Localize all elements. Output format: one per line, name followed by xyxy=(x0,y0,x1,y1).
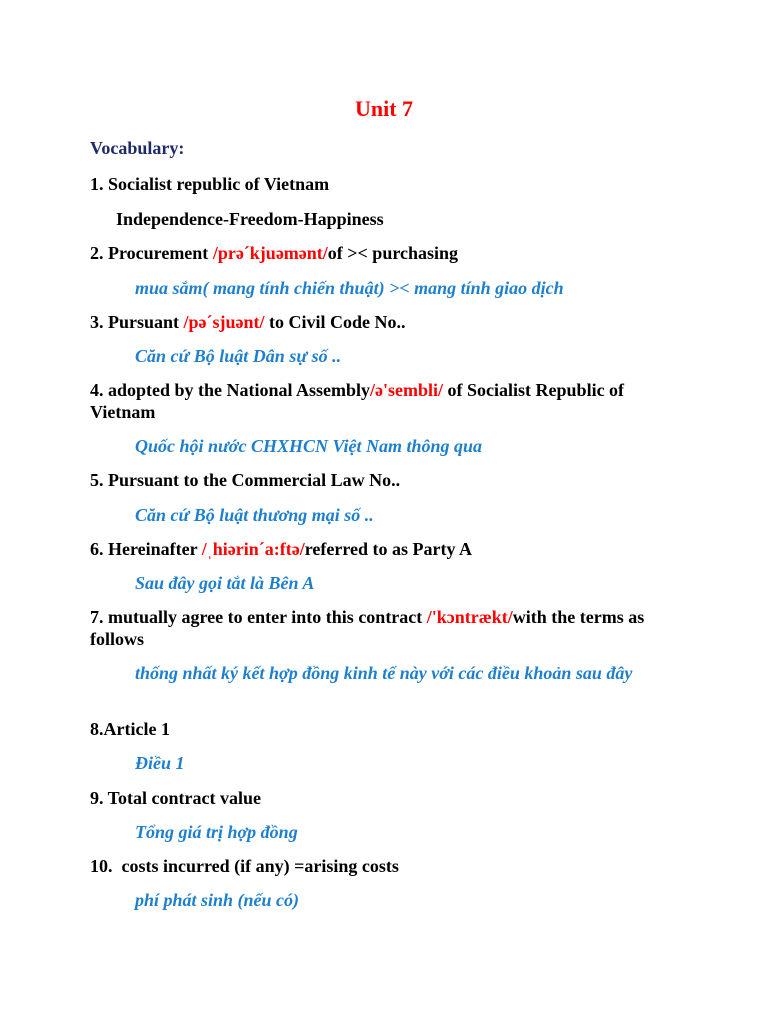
vocab-item-1-line2: Independence-Freedom-Happiness xyxy=(116,209,384,229)
page-title: Unit 7 xyxy=(354,96,414,121)
vocab-item-4-translation: Quốc hội nước CHXHCN Việt Nam thông qua xyxy=(135,436,483,456)
term-continuation: referred to as Party A xyxy=(304,539,473,559)
term-text: 7. mutually agree to enter into this contract xyxy=(90,607,427,627)
term-continuation: to Civil Code No.. xyxy=(264,312,406,332)
term-text: 3. Pursuant xyxy=(90,312,184,332)
vocab-item-3-translation: Căn cứ Bộ luật Dân sự số .. xyxy=(135,346,342,366)
ipa-pronunciation: /ˌhiərin´a:ftə/ xyxy=(201,539,305,559)
vocab-item-5: 5. Pursuant to the Commercial Law No.. xyxy=(90,470,401,490)
vocab-item-4 xyxy=(90,379,680,423)
vocab-item-10-translation: phí phát sinh (nếu có) xyxy=(135,890,300,910)
term-text: 4. adopted by the National Assembly xyxy=(90,380,371,400)
vocab-item-3 xyxy=(90,311,680,333)
vocab-item-2 xyxy=(90,242,680,264)
ipa-pronunciation: /pə´sjuənt/ xyxy=(183,312,265,332)
term-continuation: of Socialist Republic of Vietnam xyxy=(90,380,625,422)
term-text: 6. Hereinafter xyxy=(90,539,202,559)
vocab-item-6-translation: Sau đây gọi tắt là Bên A xyxy=(135,573,315,593)
vocab-item-7-translation: thống nhất ký kết hợp đồng kinh tế này với các điều khoản sau đây xyxy=(135,663,633,683)
vocab-item-9-translation: Tổng giá trị hợp đồng xyxy=(135,822,298,842)
ipa-pronunciation: /ə'sembli/ xyxy=(370,380,444,400)
vocab-item-5-translation: Căn cứ Bộ luật thương mại số .. xyxy=(135,505,374,525)
ipa-pronunciation: /'kɔntrækt/ xyxy=(426,607,513,627)
vocabulary-heading: Vocabulary: xyxy=(90,138,185,158)
ipa-pronunciation: /prə´kjuəmənt/ xyxy=(212,243,328,263)
vocab-item-9: 9. Total contract value xyxy=(90,788,261,808)
vocab-item-2-translation: mua sắm( mang tính chiến thuật) >< mang tính giao dịch xyxy=(135,278,564,298)
vocab-item-10: 10. costs incurred (if any) =arising costs xyxy=(90,856,399,876)
vocab-item-8: 8.Article 1 xyxy=(90,719,170,739)
term-continuation: with the terms as follows xyxy=(90,607,645,649)
vocab-item-1: 1. Socialist republic of Vietnam xyxy=(90,174,330,194)
vocab-item-7 xyxy=(90,606,680,650)
vocab-item-6 xyxy=(90,538,680,560)
term-text: 2. Procurement xyxy=(90,243,213,263)
term-continuation: of >< purchasing xyxy=(327,243,459,263)
vocab-item-8-translation: Điều 1 xyxy=(135,753,185,773)
